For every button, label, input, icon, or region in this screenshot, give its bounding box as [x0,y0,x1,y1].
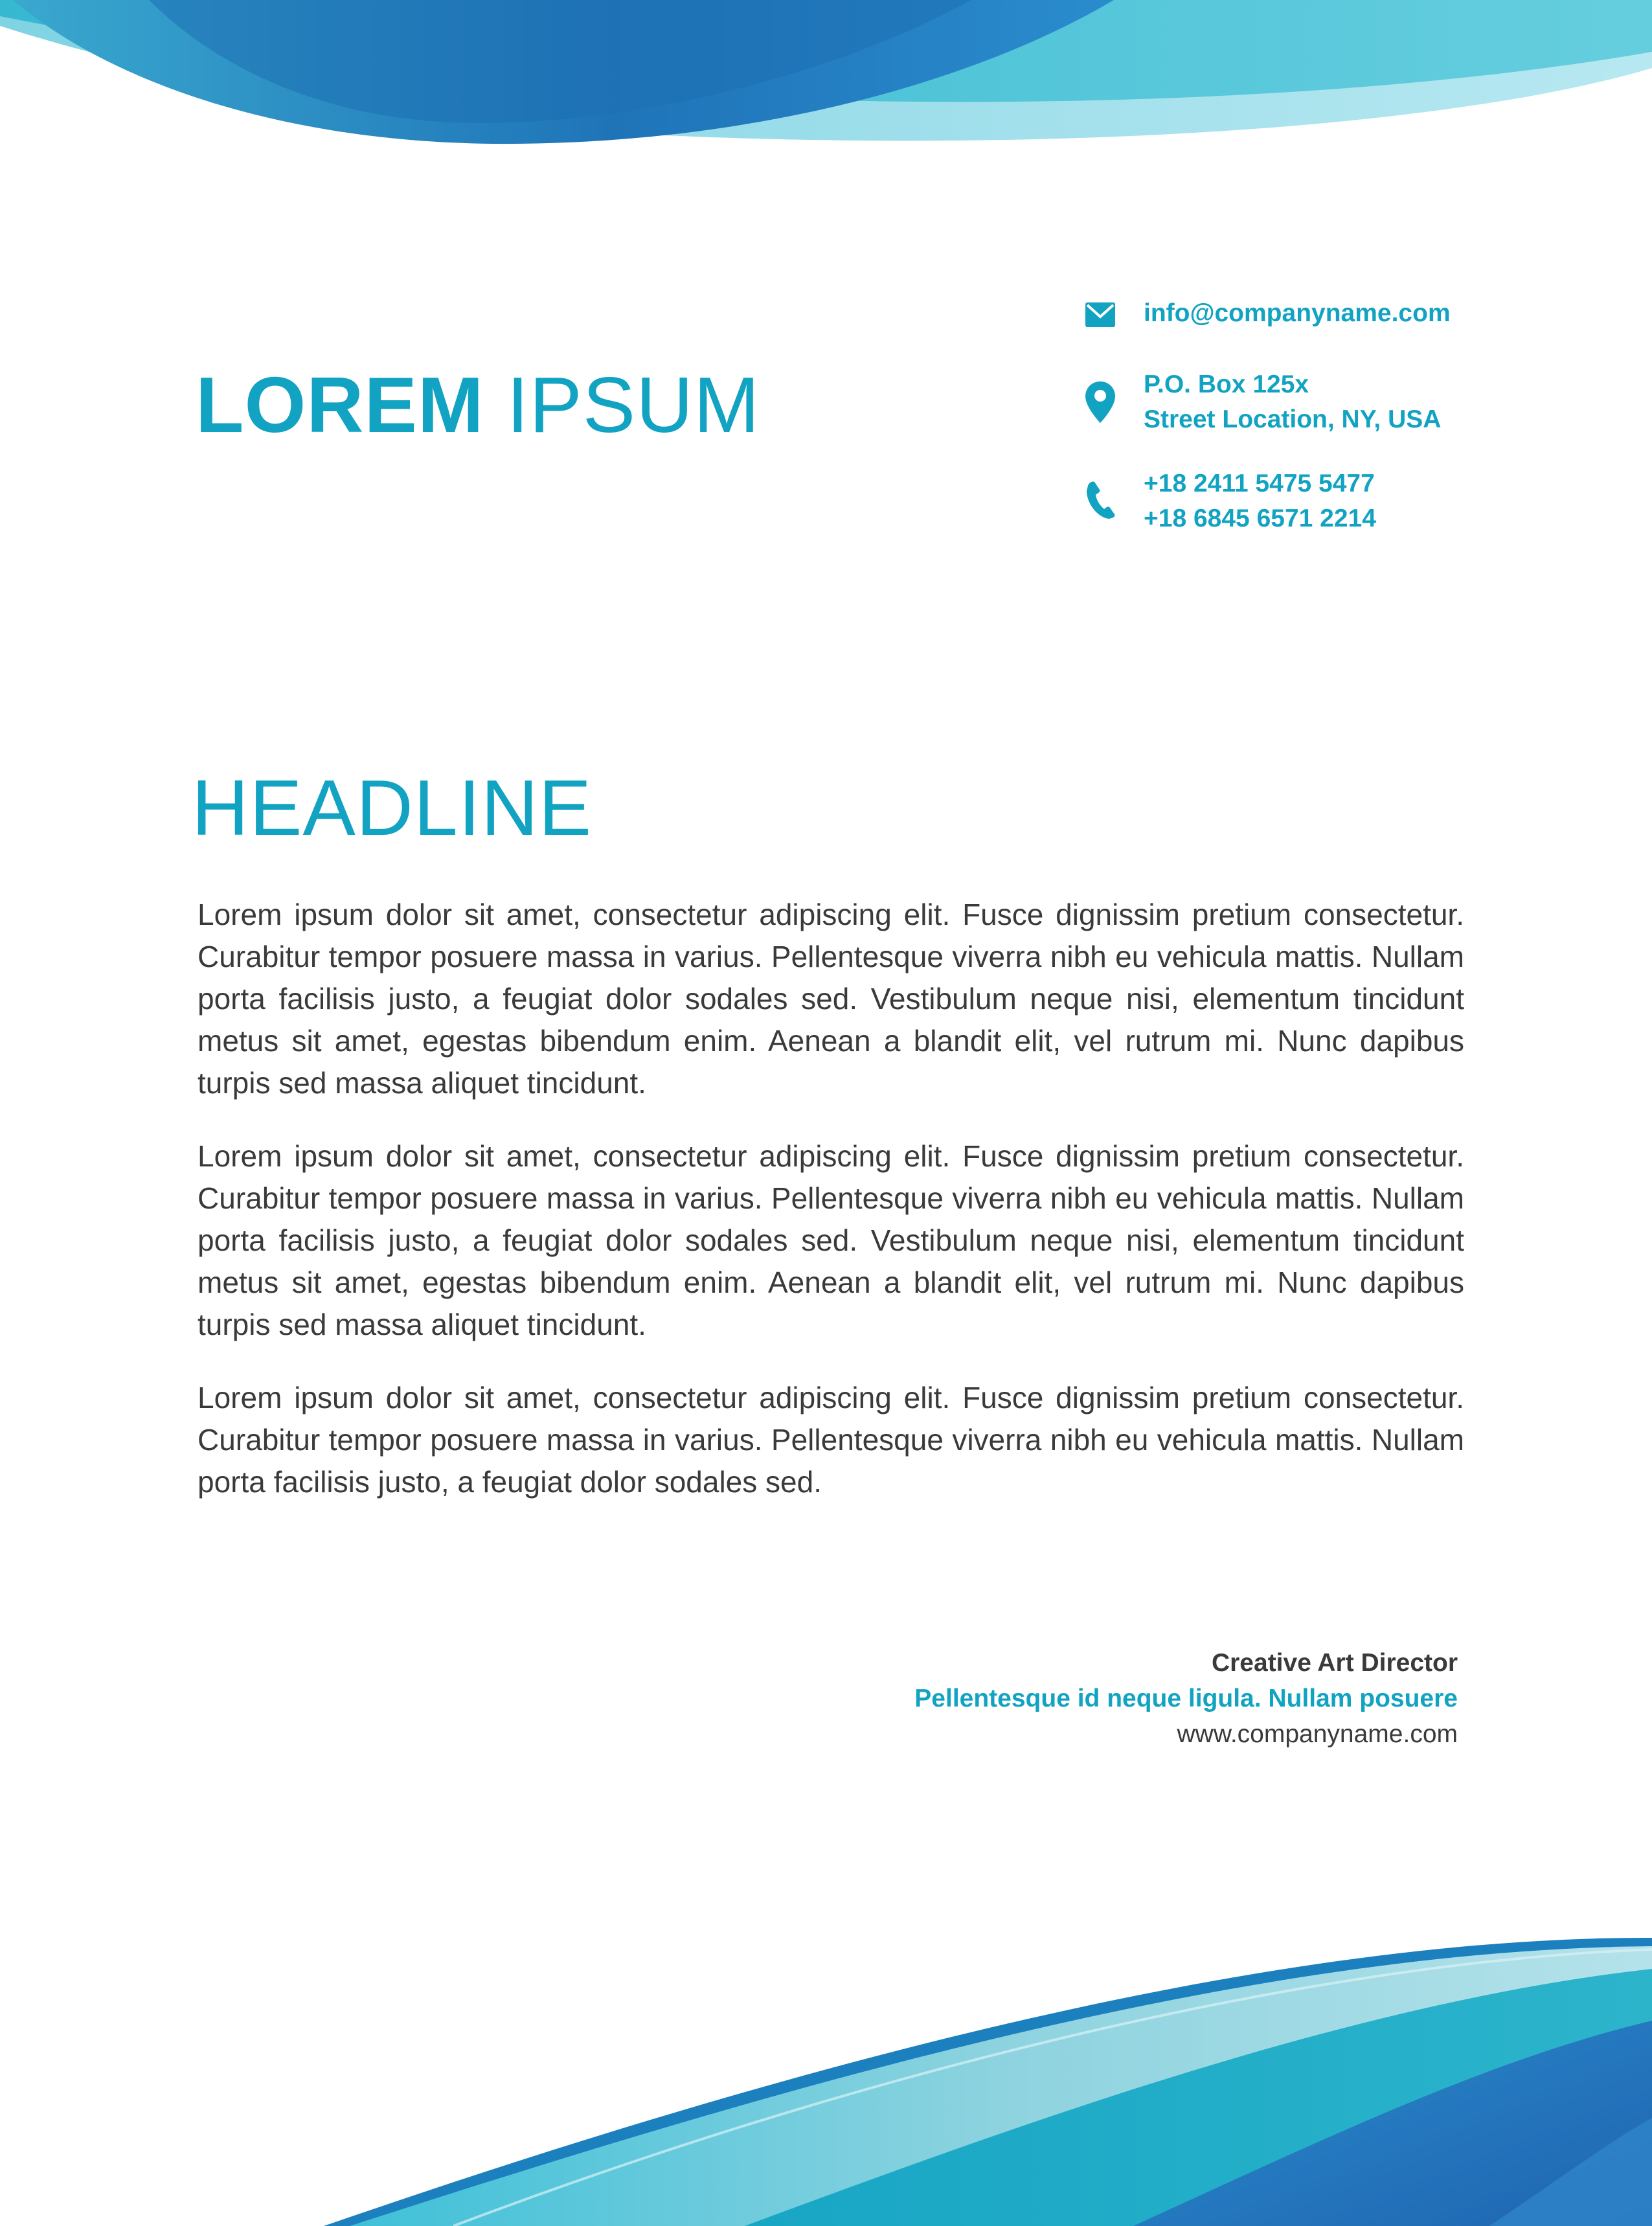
logo-light-word: IPSUM [506,361,760,449]
bottom-wave-decoration [0,1924,1652,2226]
contact-address [1085,367,1474,438]
phone-number-2[interactable]: +18 6845 6571 2214 [1144,505,1376,532]
contact-email [1085,296,1474,332]
letter-body [198,894,1464,1534]
logo-bold-word: LOREM [196,361,484,449]
map-pin-icon [1085,381,1115,423]
phone-icon [1085,481,1115,519]
signature-website[interactable]: www.companyname.com [1177,1720,1458,1748]
headline: HEADLINE [192,764,593,852]
envelope-icon [1085,302,1115,327]
email-text[interactable]: info@companyname.com [1144,299,1451,327]
signature-tagline: Pellentesque id neque ligula. Nullam posuere [914,1685,1458,1712]
address-line-1: P.O. Box 125x [1144,370,1309,398]
body-paragraph: Lorem ipsum dolor sit amet, consectetur adipiscing elit. Fusce dignissim pretium consectetur. Curabitur tempor posuere massa in varius. Pellentesque viverra nibh eu vehicula mattis. Nullam porta facilisis justo, a feugiat dolor sodales sed. Vestibulum neque nisi, elementum tincidunt metus sit amet, egestas bibendum enim. Aenean a blandit elit, vel rutrum mi. Nunc dapibus turpis sed massa aliquet tincidunt. [198,1139,1464,1341]
body-paragraph: Lorem ipsum dolor sit amet, consectetur adipiscing elit. Fusce dignissim pretium consectetur. Curabitur tempor posuere massa in varius. Pellentesque viverra nibh eu vehicula mattis. Nullam porta facilisis justo, a feugiat dolor sodales sed. Vestibulum neque nisi, elementum tincidunt metus sit amet, egestas bibendum enim. Aenean a blandit elit, vel rutrum mi. Nunc dapibus turpis sed massa aliquet tincidunt. [198,898,1464,1100]
signature-role: Creative Art Director [1211,1649,1458,1677]
top-wave-decoration [0,0,1652,155]
contact-phone [1085,466,1474,538]
company-logo [196,356,760,453]
phone-number-1[interactable]: +18 2411 5475 5477 [1144,470,1375,497]
body-paragraph: Lorem ipsum dolor sit amet, consectetur adipiscing elit. Fusce dignissim pretium consectetur. Curabitur tempor posuere massa in varius. Pellentesque viverra nibh eu vehicula mattis. Nullam porta facilisis justo, a feugiat dolor sodales sed. [198,1381,1464,1499]
signature-block [914,1645,1458,1752]
address-line-2: Street Location, NY, USA [1144,405,1442,433]
